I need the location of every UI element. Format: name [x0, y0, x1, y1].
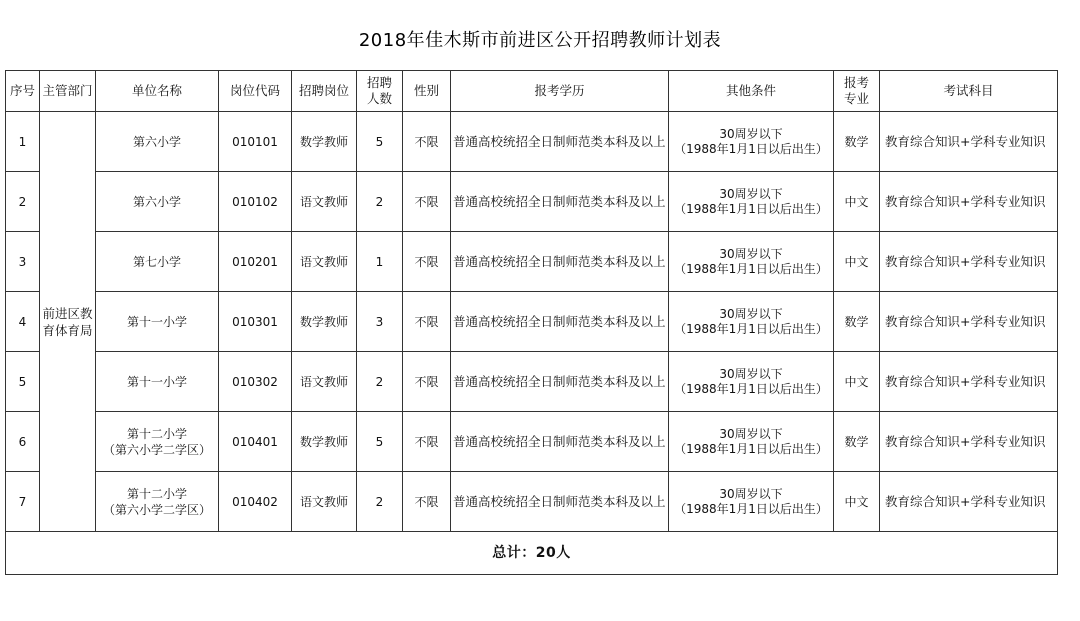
cell-exam: 教育综合知识+学科专业知识 — [880, 412, 1058, 472]
cell-major: 数学 — [834, 292, 880, 352]
header-code: 岗位代码 — [219, 71, 292, 112]
cell-count: 3 — [357, 292, 403, 352]
cell-count: 2 — [357, 172, 403, 232]
cell-gender: 不限 — [403, 112, 451, 172]
cell-seq: 1 — [6, 112, 40, 172]
cell-seq: 5 — [6, 352, 40, 412]
cell-code: 010102 — [219, 172, 292, 232]
cell-conditions — [669, 412, 834, 472]
cell-exam: 教育综合知识+学科专业知识 — [880, 352, 1058, 412]
cell-gender: 不限 — [403, 352, 451, 412]
unit-subname: （第六小学二学区） — [102, 442, 211, 457]
cell-major: 中文 — [834, 472, 880, 532]
unit-name: 第六小学 — [132, 194, 181, 209]
condition-birthdate: （1988年1月1日以后出生） — [674, 141, 828, 156]
cell-exam: 教育综合知识+学科专业知识 — [880, 232, 1058, 292]
header-major: 报考专业 — [834, 71, 880, 112]
header-gender: 性别 — [403, 71, 451, 112]
cell-position: 数学教师 — [292, 112, 357, 172]
cell-seq: 4 — [6, 292, 40, 352]
condition-age: 30周岁以下 — [719, 186, 783, 201]
cell-count: 5 — [357, 112, 403, 172]
header-exam: 考试科目 — [880, 71, 1058, 112]
cell-code: 010402 — [219, 472, 292, 532]
table-row — [6, 112, 1058, 172]
cell-seq: 2 — [6, 172, 40, 232]
cell-code: 010401 — [219, 412, 292, 472]
table-row — [6, 472, 1058, 532]
unit-name: 第十一小学 — [126, 314, 187, 329]
total-label: 总计：20人 — [6, 532, 1058, 575]
cell-unit — [96, 292, 219, 352]
cell-seq: 3 — [6, 232, 40, 292]
cell-count: 1 — [357, 232, 403, 292]
condition-age: 30周岁以下 — [719, 126, 783, 141]
cell-unit — [96, 412, 219, 472]
header-unit: 单位名称 — [96, 71, 219, 112]
condition-age: 30周岁以下 — [719, 246, 783, 261]
table-row — [6, 232, 1058, 292]
condition-birthdate: （1988年1月1日以后出生） — [674, 501, 828, 516]
unit-name: 第十二小学 — [126, 426, 187, 441]
cell-major: 数学 — [834, 112, 880, 172]
cell-count: 2 — [357, 352, 403, 412]
unit-name: 第六小学 — [132, 134, 181, 149]
cell-code: 010302 — [219, 352, 292, 412]
cell-conditions — [669, 352, 834, 412]
page-title: 2018年佳木斯市前进区公开招聘教师计划表 — [358, 30, 722, 51]
condition-birthdate: （1988年1月1日以后出生） — [674, 261, 828, 276]
cell-gender: 不限 — [403, 472, 451, 532]
cell-gender: 不限 — [403, 412, 451, 472]
condition-age: 30周岁以下 — [719, 486, 783, 501]
cell-seq: 6 — [6, 412, 40, 472]
cell-gender: 不限 — [403, 232, 451, 292]
cell-unit — [96, 472, 219, 532]
header-position: 招聘岗位 — [292, 71, 357, 112]
cell-exam: 教育综合知识+学科专业知识 — [880, 472, 1058, 532]
cell-unit — [96, 172, 219, 232]
header-count: 招聘人数 — [357, 71, 403, 112]
cell-education: 普通高校统招全日制师范类本科及以上 — [451, 412, 669, 472]
cell-education: 普通高校统招全日制师范类本科及以上 — [451, 292, 669, 352]
cell-position: 语文教师 — [292, 172, 357, 232]
condition-birthdate: （1988年1月1日以后出生） — [674, 381, 828, 396]
condition-age: 30周岁以下 — [719, 366, 783, 381]
condition-age: 30周岁以下 — [719, 426, 783, 441]
cell-education: 普通高校统招全日制师范类本科及以上 — [451, 352, 669, 412]
cell-gender: 不限 — [403, 172, 451, 232]
header-seq: 序号 — [6, 71, 40, 112]
cell-conditions — [669, 172, 834, 232]
recruitment-plan-table — [5, 70, 1058, 575]
cell-code: 010201 — [219, 232, 292, 292]
cell-unit — [96, 232, 219, 292]
table-header-row — [6, 71, 1058, 112]
header-dept: 主管部门 — [40, 71, 96, 112]
cell-position: 数学教师 — [292, 292, 357, 352]
unit-name: 第十一小学 — [126, 374, 187, 389]
cell-exam: 教育综合知识+学科专业知识 — [880, 172, 1058, 232]
condition-birthdate: （1988年1月1日以后出生） — [674, 321, 828, 336]
header-conditions: 其他条件 — [669, 71, 834, 112]
cell-gender: 不限 — [403, 292, 451, 352]
cell-unit — [96, 112, 219, 172]
condition-birthdate: （1988年1月1日以后出生） — [674, 201, 828, 216]
cell-education: 普通高校统招全日制师范类本科及以上 — [451, 472, 669, 532]
table-row — [6, 352, 1058, 412]
cell-conditions — [669, 112, 834, 172]
unit-name: 第七小学 — [132, 254, 181, 269]
cell-major: 中文 — [834, 352, 880, 412]
cell-count: 2 — [357, 472, 403, 532]
cell-education: 普通高校统招全日制师范类本科及以上 — [451, 232, 669, 292]
condition-birthdate: （1988年1月1日以后出生） — [674, 441, 828, 456]
cell-position: 语文教师 — [292, 232, 357, 292]
cell-position: 语文教师 — [292, 352, 357, 412]
table-row — [6, 412, 1058, 472]
cell-major: 中文 — [834, 232, 880, 292]
total-row — [6, 532, 1058, 575]
unit-subname: （第六小学二学区） — [102, 502, 211, 517]
condition-age: 30周岁以下 — [719, 306, 783, 321]
header-education: 报考学历 — [451, 71, 669, 112]
cell-department: 前进区教育体育局 — [40, 112, 96, 532]
cell-position: 数学教师 — [292, 412, 357, 472]
cell-exam: 教育综合知识+学科专业知识 — [880, 292, 1058, 352]
cell-education: 普通高校统招全日制师范类本科及以上 — [451, 172, 669, 232]
cell-position: 语文教师 — [292, 472, 357, 532]
table-row — [6, 292, 1058, 352]
cell-major: 数学 — [834, 412, 880, 472]
table-row — [6, 172, 1058, 232]
cell-conditions — [669, 292, 834, 352]
cell-code: 010301 — [219, 292, 292, 352]
cell-code: 010101 — [219, 112, 292, 172]
cell-count: 5 — [357, 412, 403, 472]
unit-name: 第十二小学 — [126, 486, 187, 501]
cell-exam: 教育综合知识+学科专业知识 — [880, 112, 1058, 172]
cell-education: 普通高校统招全日制师范类本科及以上 — [451, 112, 669, 172]
cell-major: 中文 — [834, 172, 880, 232]
cell-conditions — [669, 472, 834, 532]
cell-conditions — [669, 232, 834, 292]
cell-unit — [96, 352, 219, 412]
cell-seq: 7 — [6, 472, 40, 532]
